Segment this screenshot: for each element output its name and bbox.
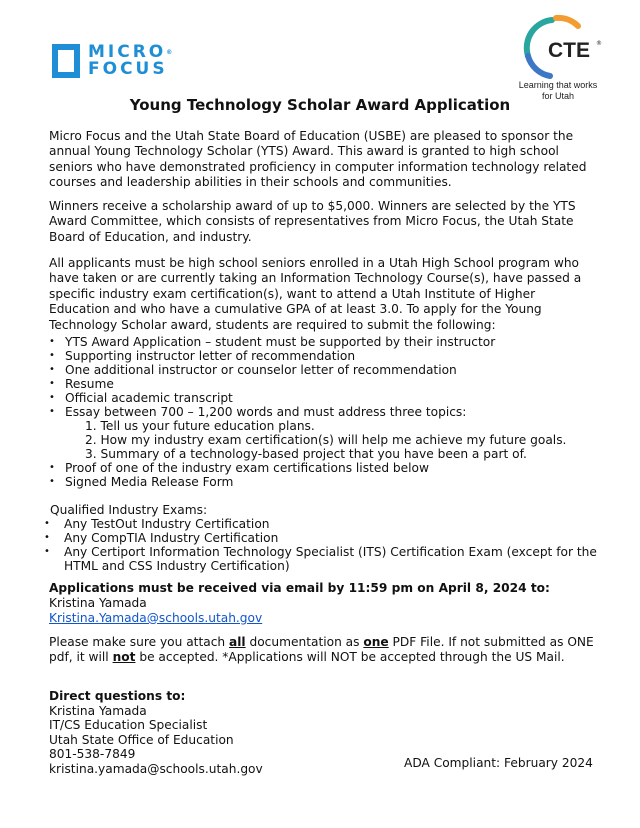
list-item: • Signed Media Release Form bbox=[49, 475, 234, 489]
award-paragraph: Winners receive a scholarship award of up to $5,000. Winners are selected by the YTS Award Committee, which consists of representatives from Micro Focus, the Utah State Board of Education, and industry. bbox=[49, 199, 576, 244]
attachment-instructions: Please make sure you attach all documentation as one PDF File. If not submitted as ONE pdf, it will not be accepted. *Applications will NOT be accepted through the US Mail. bbox=[49, 635, 594, 664]
essay-topic: 1. Tell us your future education plans. bbox=[85, 419, 315, 433]
contact-email: kristina.yamada@schools.utah.gov bbox=[49, 761, 263, 776]
essay-topic: 2. How my industry exam certification(s) will help me achieve my future goals. bbox=[85, 433, 567, 447]
deadline-contact-name: Kristina Yamada bbox=[49, 596, 147, 610]
essay-topic: 3. Summary of a technology-based project that you have been a part of. bbox=[85, 447, 527, 461]
email-link[interactable]: Kristina.Yamada@schools.utah.gov bbox=[49, 611, 263, 625]
cte-tagline: Learning that works for Utah bbox=[518, 80, 598, 101]
list-item: • Supporting instructor letter of recommendation bbox=[49, 349, 356, 363]
qualified-exams-heading: Qualified Industry Exams: bbox=[50, 503, 208, 517]
contact-office: Utah State Office of Education bbox=[49, 732, 234, 747]
list-item: • Proof of one of the industry exam certifications listed below bbox=[49, 461, 429, 475]
list-item: • YTS Award Application – student must be supported by their instructor bbox=[49, 335, 496, 349]
intro-paragraph: Micro Focus and the Utah State Board of Education (USBE) are pleased to sponsor the annual Young Technology Scholar (YTS) Award. This award is granted to high school seniors who have demonstrated proficiency in computer information technology related courses and leadership abilities in their schools and communities. bbox=[49, 129, 587, 190]
deadline-text: Applications must be received via email by 11:59 pm on April 8, 2024 to: bbox=[49, 581, 550, 595]
contact-block bbox=[49, 689, 263, 776]
list-item: • Essay between 700 – 1,200 words and must address three topics: 1. Tell us your future education plans. 2. How my industry exam certification(s) will help me achieve my future goals. 3. Summary of a technology-based project that you have been a part of. bbox=[49, 405, 594, 461]
list-item: • One additional instructor or counselor letter of recommendation bbox=[49, 363, 457, 377]
requirements-list bbox=[49, 335, 594, 489]
essay-topics-list bbox=[65, 419, 594, 461]
contact-phone: 801-538-7849 bbox=[49, 747, 136, 761]
eligibility-paragraph: All applicants must be high school seniors enrolled in a Utah High School program who have taken or are currently taking an Information Technology Course(s), have passed a specific industry exam certification(s), want to attend a Utah Institute of Higher Education and who have a cumulative GPA of at least 3.0. To apply for the Young Technology Scholar award, students are required to submit the following: bbox=[49, 256, 582, 332]
micro-focus-logo bbox=[52, 40, 192, 82]
list-item: • Resume bbox=[49, 377, 114, 391]
contact-heading: Direct questions to: bbox=[49, 689, 186, 703]
cte-logo: CTE ® Learning that works for Utah bbox=[508, 12, 608, 104]
list-item: • Any CompTIA Industry Certification bbox=[44, 531, 279, 545]
qualified-exams-list bbox=[30, 517, 620, 573]
list-item: • Any Certiport Information Technology Specialist (ITS) Certification Exam (except for the HTML and CSS Industry Certification) bbox=[44, 545, 597, 573]
micro-focus-wordmark: MICRO® FOCUS bbox=[88, 42, 173, 79]
contact-name: Kristina Yamada bbox=[49, 703, 147, 718]
ada-compliance-note: ADA Compliant: February 2024 bbox=[404, 756, 593, 770]
page-title: Young Technology Scholar Award Application bbox=[129, 96, 511, 114]
micro-focus-mark-icon bbox=[52, 44, 80, 78]
contact-role: IT/CS Education Specialist bbox=[49, 718, 208, 732]
deadline-section bbox=[49, 581, 609, 626]
list-item: • Any TestOut Industry Certification bbox=[44, 517, 270, 531]
cte-wordmark: CTE bbox=[548, 39, 590, 62]
list-item: • Official academic transcript bbox=[49, 391, 233, 405]
